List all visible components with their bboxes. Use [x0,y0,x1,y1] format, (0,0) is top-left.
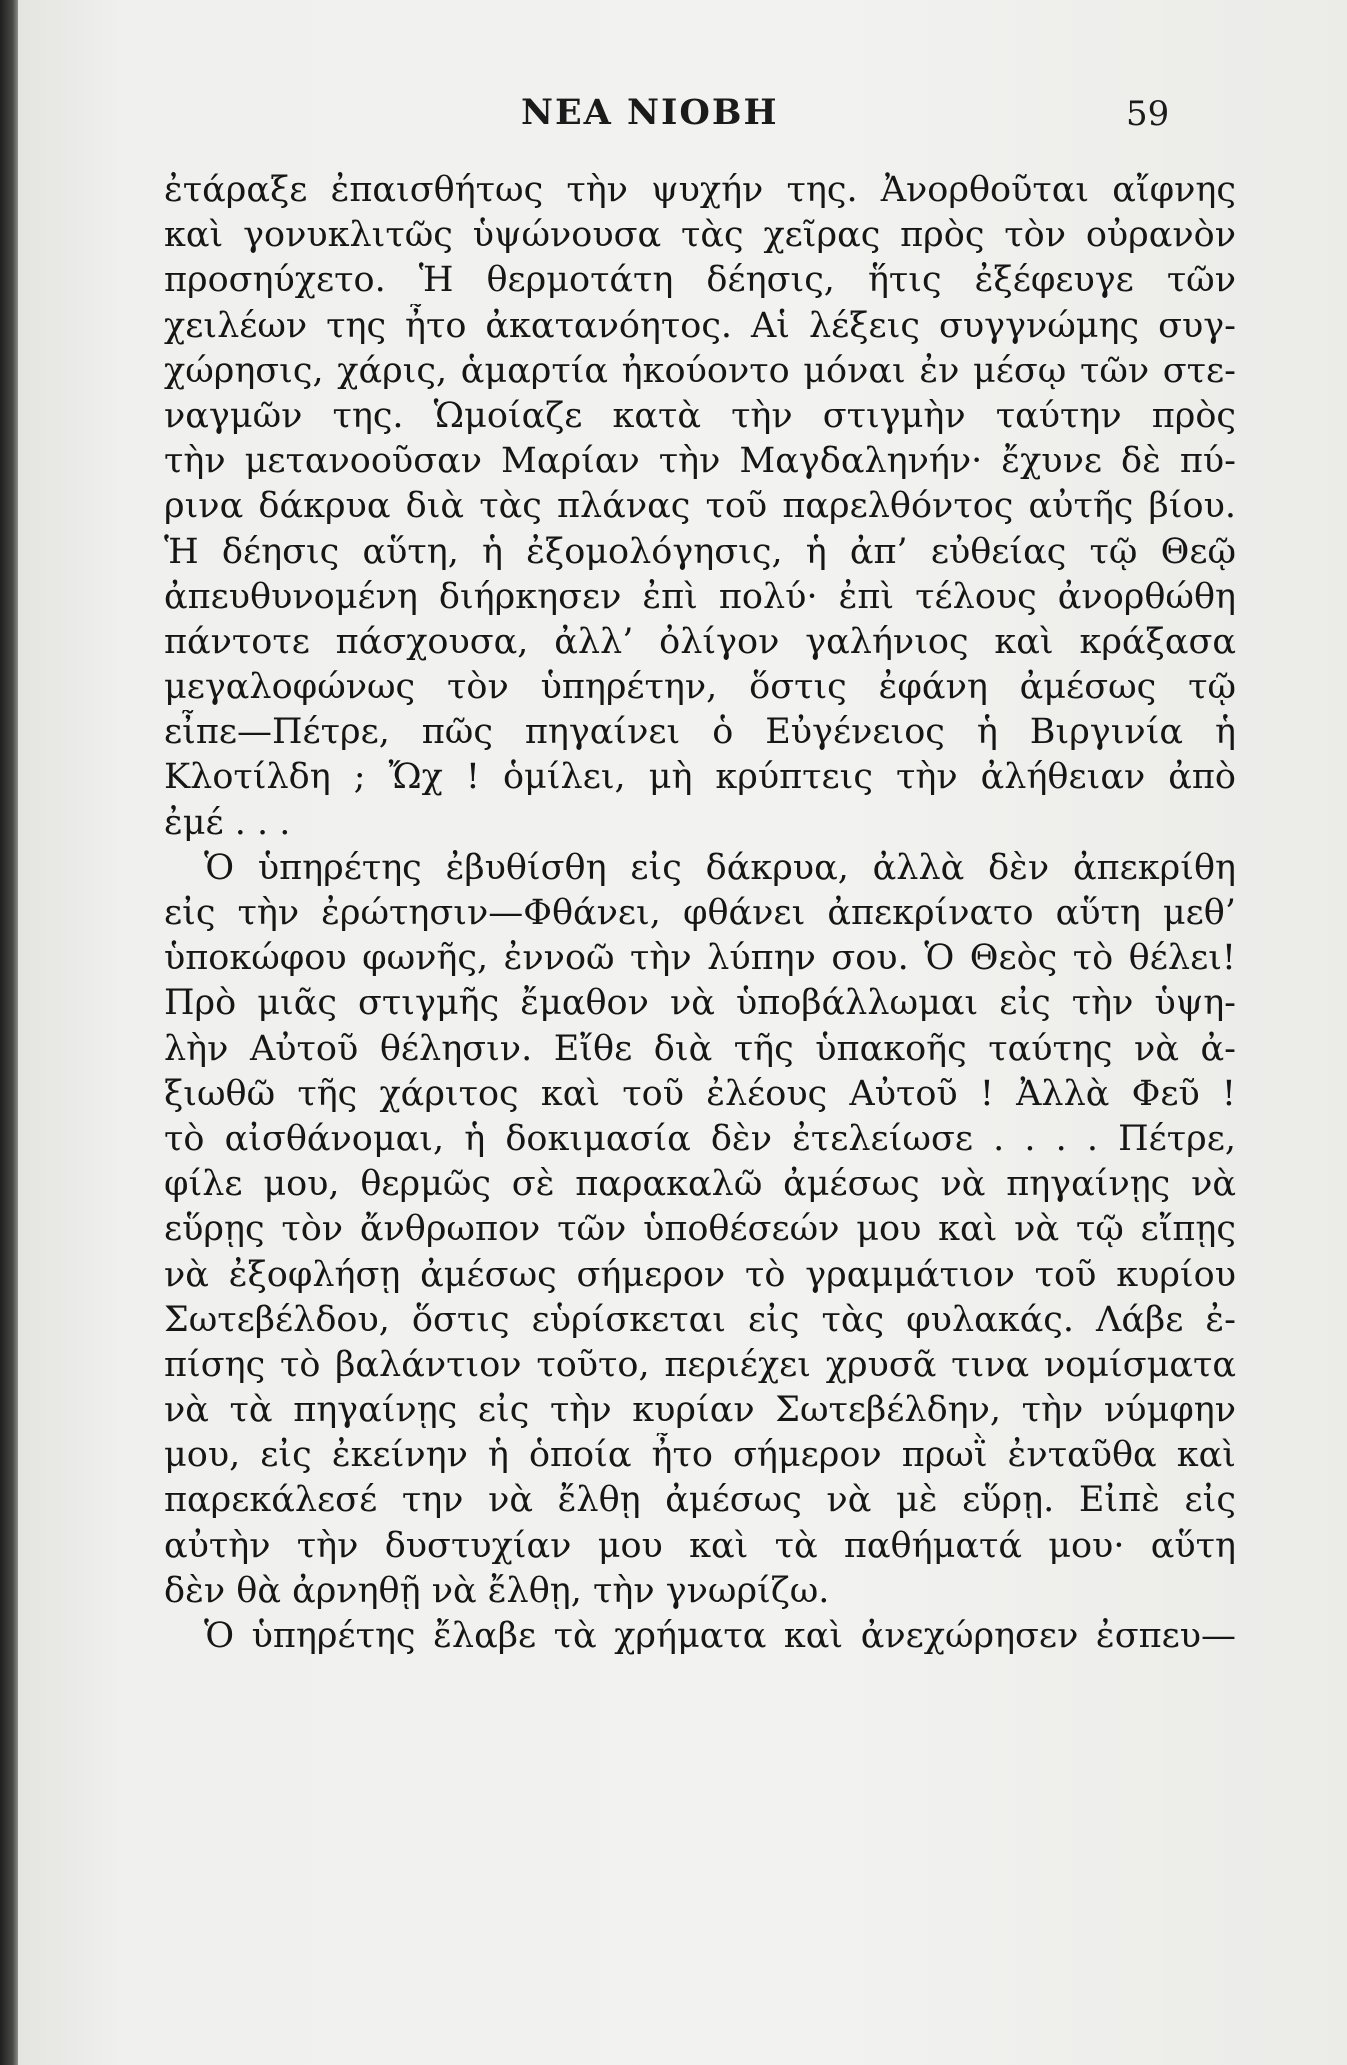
text-line: ναγμῶν της. Ὡμοίαζε κατὰ τὴν στιγμὴν ταύτην πρὸς [164,395,1236,436]
text-line: ἐμέ . . . [164,802,291,843]
text-line: παρεκάλεσέ την νὰ ἔλθῃ ἀμέσως νὰ μὲ εὕρῃ. Εἰπὲ εἰς [164,1480,1236,1521]
body-text [164,168,1236,1659]
text-line: μου, εἰς ἐκείνην ἡ ὁποία ἦτο σήμερον πρωῒ ἐνταῦθα καὶ [164,1435,1236,1476]
text-line: Σωτεβέλδου, ὅστις εὑρίσκεται εἰς τὰς φυλακάς. Λάβε ἐ- [164,1299,1236,1340]
text-line: καὶ γονυκλιτῶς ὑψώνουσα τὰς χεῖρας πρὸς τὸν οὐρανὸν [164,215,1236,256]
page-number: 59 [1126,94,1170,134]
text-line: πίσης τὸ βαλάντιον τοῦτο, περιέχει χρυσᾶ τινα νομίσματα [164,1344,1236,1385]
text-line: ρινα δάκρυα διὰ τὰς πλάνας τοῦ παρελθόντος αὐτῆς βίου. [164,486,1236,527]
text-line: Κλοτίλδη ; Ὤχ ! ὁμίλει, μὴ κρύπτεις τὴν ἀλήθειαν ἀπὸ [164,757,1236,798]
text-line: τὴν μετανοοῦσαν Μαρίαν τὴν Μαγδαληνήν· ἔχυνε δὲ πύ- [164,441,1236,482]
text-line: τὸ αἰσθάνομαι, ἡ δοκιμασία δὲν ἐτελείωσε . . . . Πέτρε, [164,1118,1236,1159]
text-line: Ὁ ὑπηρέτης ἐβυθίσθη εἰς δάκρυα, ἀλλὰ δὲν ἀπεκρίθη [204,847,1236,888]
text-line: ξιωθῶ τῆς χάριτος καὶ τοῦ ἐλέους Αὐτοῦ ! Ἀλλὰ Φεῦ ! [164,1073,1236,1114]
text-line: ἀπευθυνομένη διήρκησεν ἐπὶ πολύ· ἐπὶ τέλους ἀνορθώθη [164,576,1236,617]
text-line: αὐτὴν τὴν δυστυχίαν μου καὶ τὰ παθήματά μου· αὕτη [164,1525,1236,1566]
text-line: λὴν Αὐτοῦ θέλησιν. Εἴθε διὰ τῆς ὑπακοῆς ταύτης νὰ ἀ- [164,1028,1236,1069]
text-line: δὲν θὰ ἀρνηθῇ νὰ ἔλθῃ, τὴν γνωρίζω. [164,1570,830,1611]
text-line: εὕρῃς τὸν ἄνθρωπον τῶν ὑποθέσεών μου καὶ νὰ τῷ εἴπῃς [164,1209,1236,1250]
book-page [18,0,1347,2065]
text-line: Ἡ δέησις αὕτη, ἡ ἐξομολόγησις, ἡ ἀπ’ εὐθείας τῷ Θεῷ [164,531,1236,572]
text-line: Ὁ ὑπηρέτης ἔλαβε τὰ χρήματα καὶ ἀνεχώρησεν ἐσπευ— [204,1616,1236,1656]
page-edge-shadow [0,0,18,2065]
text-line: προσηύχετο. Ἡ θερμοτάτη δέησις, ἥτις ἐξέφευγε τῶν [164,260,1236,301]
text-line: εἶπε—Πέτρε, πῶς πηγαίνει ὁ Εὐγένειος ἡ Βιργινία ἡ [164,712,1236,753]
text-line: νὰ ἐξοφλήσῃ ἀμέσως σήμερον τὸ γραμμάτιον τοῦ κυρίου [164,1254,1236,1295]
text-line: χώρησις, χάρις, ἁμαρτία ἠκούοντο μόναι ἐν μέσῳ τῶν στε- [164,350,1236,391]
text-line: Πρὸ μιᾶς στιγμῆς ἔμαθον νὰ ὑποβάλλωμαι εἰς τὴν ὑψη- [164,983,1236,1024]
text-line: χειλέων της ἦτο ἀκατανόητος. Αἱ λέξεις συγγνώμης συγ- [164,305,1236,346]
page-header [18,92,1347,142]
text-line: νὰ τὰ πηγαίνῃς εἰς τὴν κυρίαν Σωτεβέλδην, τὴν νύμφην [164,1390,1236,1431]
text-line: ἐτάραξε ἐπαισθήτως τὴν ψυχήν της. Ἀνορθοῦται αἴφνης [164,170,1236,210]
text-line: πάντοτε πάσχουσα, ἀλλ’ ὀλίγον γαλήνιος καὶ κράξασα [164,621,1236,662]
text-line: φίλε μου, θερμῶς σὲ παρακαλῶ ἀμέσως νὰ πηγαίνῃς νὰ [164,1164,1236,1205]
text-line: ὑποκώφου φωνῆς, ἐννοῶ τὴν λύπην σου. Ὁ Θεὸς τὸ θέλει! [164,938,1236,979]
text-line: μεγαλοφώνως τὸν ὑπηρέτην, ὅστις ἐφάνη ἀμέσως τῷ [164,667,1236,708]
running-title: ΝΕΑ ΝΙΟΒΗ [521,92,779,133]
text-line: εἰς τὴν ἐρώτησιν—Φθάνει, φθάνει ἀπεκρίνατο αὕτη μεθ’ [164,893,1236,933]
